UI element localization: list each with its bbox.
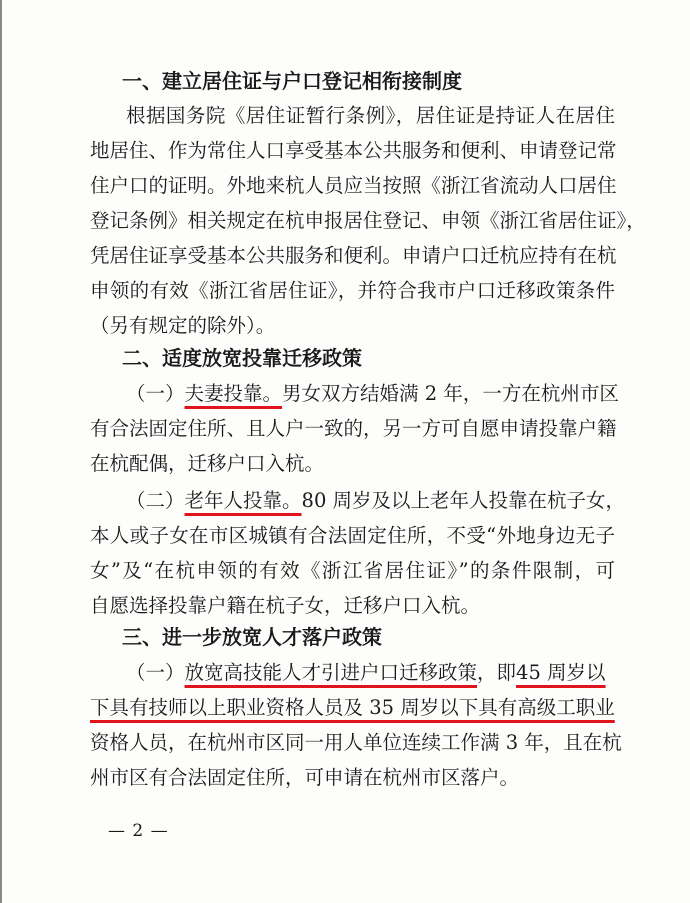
section-2-item-2-line-3: 女”及“在杭申领的有效《浙江省居住证》”的条件限制，可: [90, 559, 615, 582]
section-1-line-5: 凭居住证享受基本公共服务和便利。申请户口迁杭应持有在杭: [90, 244, 617, 267]
item-1-rest: 男女双方结婚满 2 年，一方在杭州市区: [282, 382, 619, 405]
section-2-item-1-line-2: 有合法固定住所、且人户一致的，另一方可自愿申请投靠户籍: [90, 417, 617, 440]
section-1-heading: 一、建立居住证与户口登记相衔接制度: [122, 69, 462, 93]
item-2-rest: 80 周岁及以上老年人投靠在杭子女，: [301, 489, 626, 512]
section-2-item-1-line-3: 在杭配偶，迁移户口入杭。: [90, 452, 325, 475]
section-3-item-1-first-line: [126, 656, 615, 690]
section-1-line-2: 地居住、作为常住人口享受基本公共服务和便利、申请登记常: [90, 139, 617, 162]
item-1-title: 夫妻投靠。: [184, 382, 283, 405]
section-1-line-7: （另有规定的除外）。: [90, 314, 276, 337]
section-1-line-1: 根据国务院《居住证暂行条例》，居住证是持证人在居住: [126, 104, 615, 127]
s3-item-1-line-2-text: 下具有技师以上职业资格人员及 35 周岁以下具有高级工职业: [90, 696, 615, 719]
section-2-item-2-line-2: 本人或子女在市区城镇有合法固定住所，不受“外地身边无子: [90, 524, 615, 547]
page-number: — 2 —: [108, 821, 169, 841]
section-2-item-2-line-4: 自愿选择投靠户籍在杭子女，迁移户口入杭。: [90, 594, 481, 617]
section-1-line-3: 住户口的证明。外地来杭人员应当按照《浙江省流动人口居住: [90, 174, 617, 197]
section-1-line-4: 登记条例》相关规定在杭申报居住登记、申领《浙江省居住证》，: [90, 209, 646, 232]
section-1-line-6: 申领的有效《浙江省居住证》，并符合我市户口迁移政策条件: [90, 279, 615, 302]
section-2-heading: 二、适度放宽投靠迁移政策: [122, 346, 362, 370]
s3-item-1-title: 放宽高技能人才引进户口迁移政策: [184, 661, 478, 684]
s3-item-1-mid: ，即: [477, 661, 517, 684]
item-2-title: 老年人投靠。: [184, 489, 302, 512]
section-3-item-1-line-3: 资格人员，在杭州市区同一用人单位连续工作满 3 年，且在杭: [90, 731, 622, 754]
section-2-item-1-first-line: [126, 377, 619, 411]
section-2-item-2-first-line: [126, 484, 626, 518]
item-2-prefix: （二）: [126, 489, 185, 512]
section-3-heading: 三、进一步放宽人才落户政策: [122, 625, 382, 649]
s3-item-1-prefix: （一）: [126, 661, 185, 684]
s3-item-1-tail: 45 周岁以: [516, 661, 606, 684]
section-3-item-1-line-2: [90, 691, 615, 725]
section-3-item-1-line-4: 州市区有合法固定住所，可申请在杭州市区落户。: [90, 766, 520, 789]
item-1-prefix: （一）: [126, 382, 185, 405]
